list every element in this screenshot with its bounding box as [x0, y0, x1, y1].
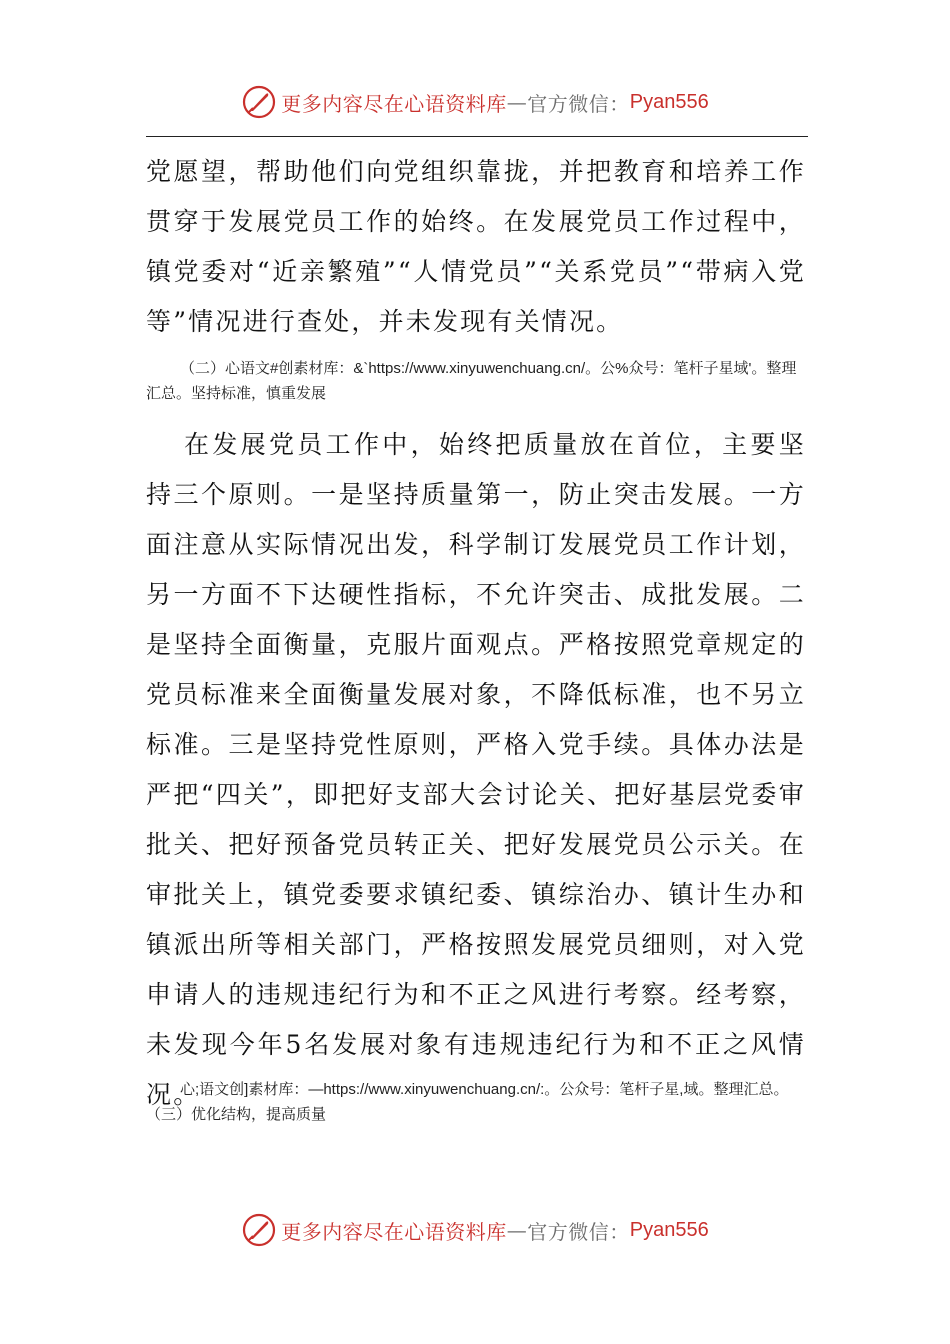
footer-banner — [0, 1210, 950, 1250]
banner-wechat-label: 官方微信： — [527, 1219, 630, 1244]
source-note-2: 心;语文创]素材库：—https://www.xinyuwenchuang.cn/:。公众号：笔杆子星,域。整理汇总。（三）优化结构，提高质量 — [146, 1081, 789, 1123]
source-note-1: （二）心语文#创素材库：&`https://www.xinyuwenchuang.cn/。公%众号：笔杆子星域'。整理汇总。坚持标准，慎重发展 — [146, 360, 797, 402]
banner-dash: — — [506, 1218, 528, 1242]
banner-wechat-id: Pyan556 — [629, 1218, 709, 1241]
header-divider — [146, 136, 808, 137]
banner-title: 更多内容尽在心语资料库 — [281, 91, 507, 116]
quill-logo-icon — [241, 84, 277, 120]
banner-wechat-id: Pyan556 — [629, 90, 709, 113]
header-banner — [0, 82, 950, 122]
banner-title: 更多内容尽在心语资料库 — [281, 1219, 507, 1244]
banner-dash: — — [506, 90, 528, 114]
body-paragraph-2: 在发展党员工作中，始终把质量放在首位，主要坚持三个原则。一是坚持质量第一，防止突击发展。一方面注意从实际情况出发，科学制订发展党员工作计划，另一方面不下达硬性指标，不允许突击、成批发展。二是坚持全面衡量，克服片面观点。严格按照党章规定的党员标准来全面衡量发展对象，不降低标准，也不另立标准。三是坚持党性原则，严格入党手续。具体办法是严把“四关”，即把好支部大会讨论关、把好基层党委审批关、把好预备党员转正关、把好发展党员公示关。在审批关上，镇党委要求镇纪委、镇综治办、镇计生办和镇派出所等相关部门，严格按照发展党员细则，对入党申请人的违规违纪行为和不正之风进行考察。经考察，未发现今年5名发展对象有违规违纪行为和不正之风情况。 — [146, 430, 806, 1109]
quill-logo-icon — [241, 1212, 277, 1248]
body-paragraph-1: 党愿望，帮助他们向党组织靠拢，并把教育和培养工作贯穿于发展党员工作的始终。在发展党员工作过程中，镇党委对“近亲繁殖”“人情党员”“关系党员”“带病入党等”情况进行查处，并未发现有关情况。 — [146, 157, 806, 336]
banner-wechat-label: 官方微信： — [527, 91, 630, 116]
